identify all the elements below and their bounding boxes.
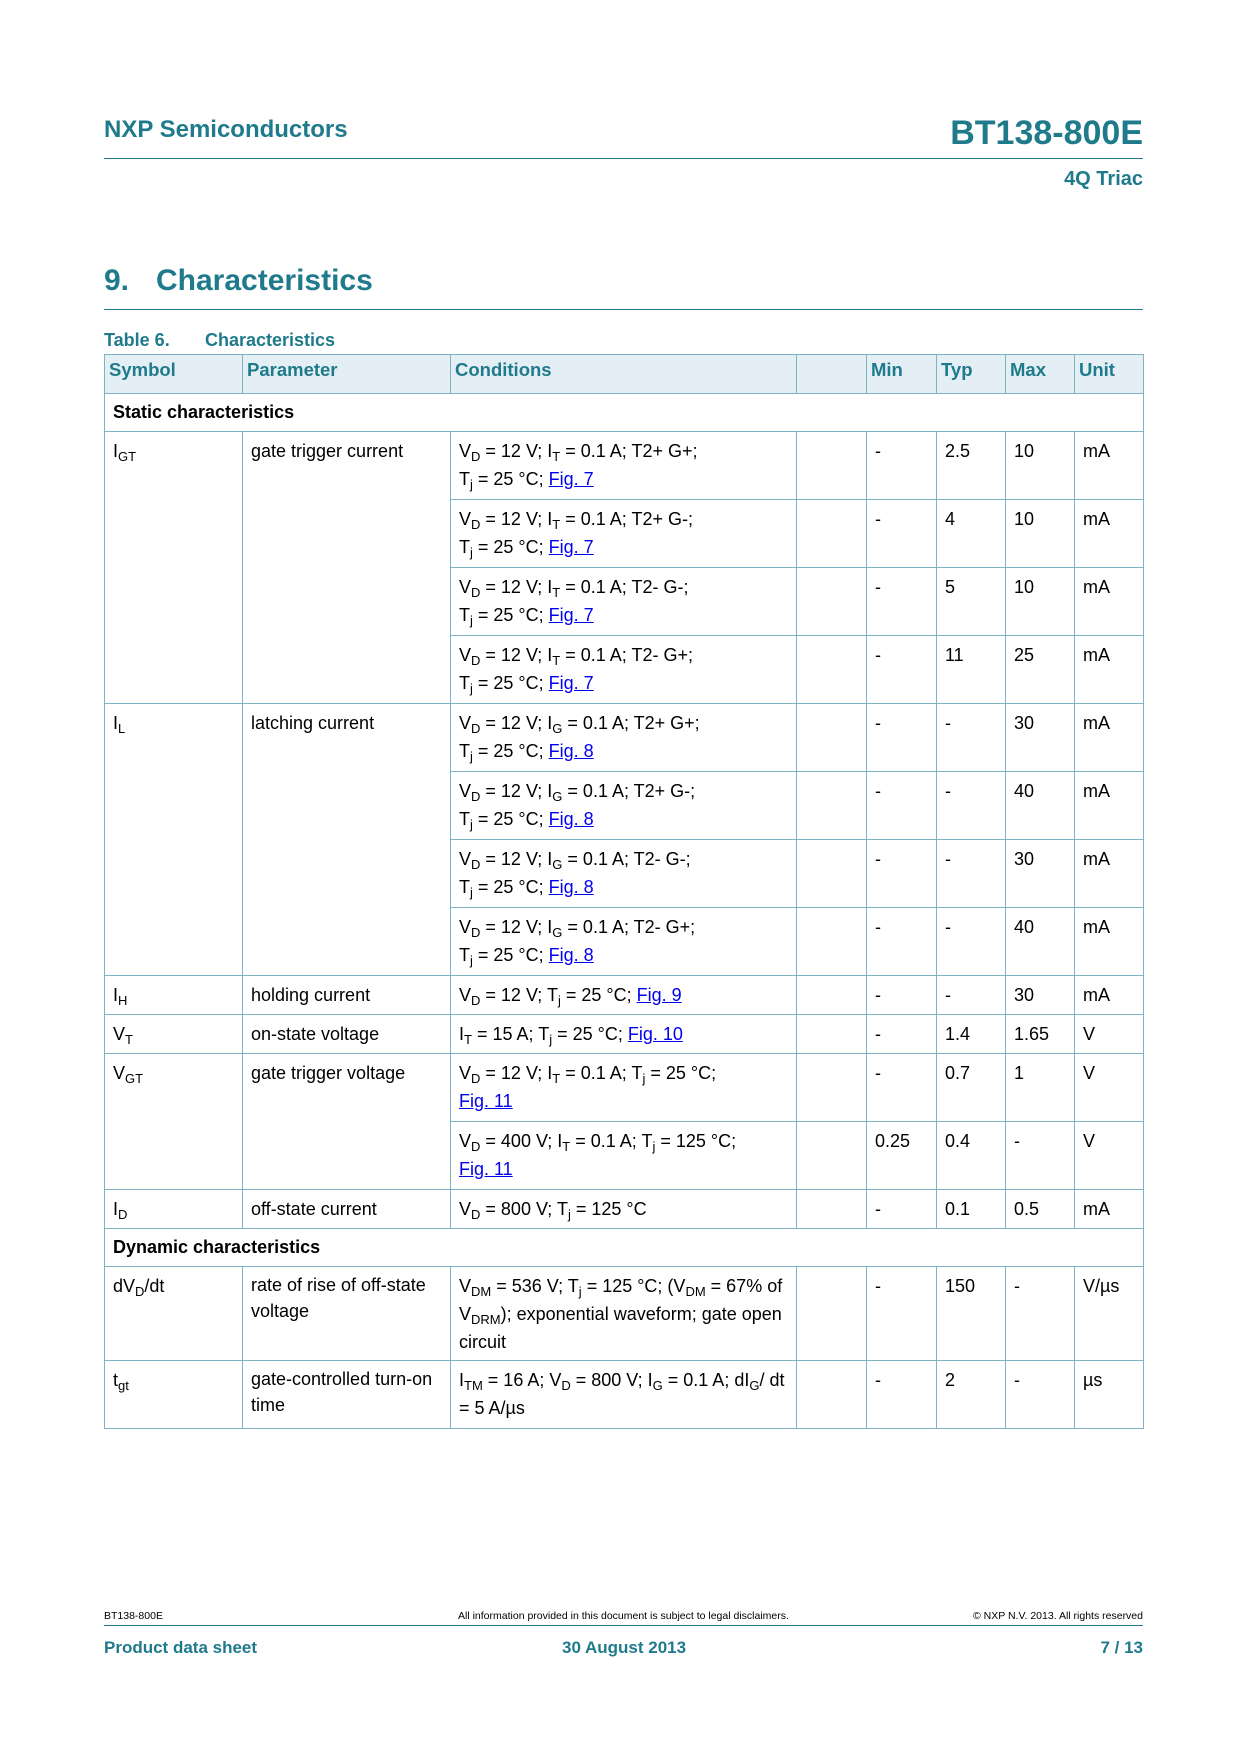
min-cell: - (867, 1054, 937, 1122)
section-title: Characteristics (156, 264, 373, 297)
typ-cell: 2.5 (937, 432, 1006, 500)
parameter-cell: holding current (243, 976, 451, 1015)
parameter-cell: gate trigger current (243, 432, 451, 704)
conditions-cell: $V_D = 12$ V; $I_T = 0.1$ A; T2- G+; $T_j = 25$ °C; Fig. 7 (451, 636, 797, 704)
table-row (105, 1267, 1144, 1361)
min-cell: - (867, 432, 937, 500)
footer-disclaimer: All information provided in this document is subject to legal disclaimers. (458, 1610, 789, 1622)
fig-link[interactable]: Fig. 7 (548, 469, 594, 489)
min-cell: - (867, 976, 937, 1015)
typ-cell: 11 (937, 636, 1006, 704)
blank-cell (797, 1054, 867, 1122)
table-row (105, 1361, 1144, 1429)
part-number: BT138-800E (950, 114, 1143, 152)
conditions-cell: $V_D = 12$ V; $I_T = 0.1$ A; T2+ G+; $T_j = 25$ °C; Fig. 7 (451, 432, 797, 500)
group-row-static (105, 394, 1144, 432)
fig-link[interactable]: Fig. 11 (459, 1159, 513, 1179)
unit-cell: mA (1075, 432, 1144, 500)
max-cell: 30 (1006, 976, 1075, 1015)
max-cell: 25 (1006, 636, 1075, 704)
conditions-cell: $V_D = 12$ V; $I_T = 0.1$ A; T2+ G-; $T_j = 25$ °C; Fig. 7 (451, 500, 797, 568)
typ-cell: - (937, 976, 1006, 1015)
symbol-cell: $I_L$ (105, 704, 243, 976)
symbol-cell: $V_T$ (105, 1015, 243, 1054)
parameter-cell: latching current (243, 704, 451, 976)
symbol-cell: $t_{gt}$ (105, 1361, 243, 1429)
fig-link[interactable]: Fig. 7 (548, 673, 594, 693)
group-label-static: Static characteristics (105, 394, 1144, 432)
min-cell: - (867, 636, 937, 704)
max-cell: 10 (1006, 500, 1075, 568)
col-header-symbol: Symbol (105, 355, 243, 394)
min-cell: - (867, 908, 937, 976)
company-name: NXP Semiconductors (104, 116, 348, 143)
min-cell: - (867, 500, 937, 568)
min-cell: - (867, 1361, 937, 1429)
fig-link[interactable]: Fig. 8 (548, 877, 594, 897)
unit-cell: V (1075, 1054, 1144, 1122)
unit-cell: mA (1075, 1190, 1144, 1229)
section-heading (104, 264, 373, 298)
conditions-cell: $V_D = 12$ V; $I_G = 0.1$ A; T2- G+; $T_j = 25$ °C; Fig. 8 (451, 908, 797, 976)
parameter-cell: rate of rise of off-state voltage (243, 1267, 451, 1361)
conditions-cell: $V_D = 12$ V; $I_T = 0.1$ A; T2- G-; $T_j = 25$ °C; Fig. 7 (451, 568, 797, 636)
table-row (105, 1190, 1144, 1229)
device-subtitle: 4Q Triac (1064, 168, 1143, 190)
blank-cell (797, 976, 867, 1015)
min-cell: - (867, 1190, 937, 1229)
parameter-cell: on-state voltage (243, 1015, 451, 1054)
unit-cell: mA (1075, 908, 1144, 976)
table-row (105, 704, 1144, 772)
max-cell: 30 (1006, 704, 1075, 772)
typ-cell: - (937, 704, 1006, 772)
symbol-cell: $dV_D/dt$ (105, 1267, 243, 1361)
min-cell: - (867, 704, 937, 772)
col-header-max: Max (1006, 355, 1075, 394)
blank-cell (797, 1122, 867, 1190)
conditions-cell: $V_D = 800$ V; $T_j = 125$ °C (451, 1190, 797, 1229)
min-cell: - (867, 1267, 937, 1361)
fig-link[interactable]: Fig. 8 (548, 741, 594, 761)
footer-divider (104, 1625, 1143, 1626)
max-cell: - (1006, 1267, 1075, 1361)
max-cell: 1 (1006, 1054, 1075, 1122)
table-row (105, 432, 1144, 500)
max-cell: 30 (1006, 840, 1075, 908)
min-cell: 0.25 (867, 1122, 937, 1190)
unit-cell: mA (1075, 772, 1144, 840)
blank-cell (797, 1267, 867, 1361)
fig-link[interactable]: Fig. 7 (548, 605, 594, 625)
conditions-cell: $V_D = 12$ V; $I_G = 0.1$ A; T2- G-; $T_j = 25$ °C; Fig. 8 (451, 840, 797, 908)
unit-cell: V/µs (1075, 1267, 1144, 1361)
fig-link[interactable]: Fig. 8 (548, 809, 594, 829)
blank-cell (797, 1361, 867, 1429)
max-cell: - (1006, 1122, 1075, 1190)
unit-cell: mA (1075, 976, 1144, 1015)
conditions-cell: $I_T = 15$ A; $T_j = 25$ °C; Fig. 10 (451, 1015, 797, 1054)
min-cell: - (867, 1015, 937, 1054)
symbol-cell: $V_{GT}$ (105, 1054, 243, 1190)
typ-cell: - (937, 772, 1006, 840)
conditions-cell: $V_D = 12$ V; $I_G = 0.1$ A; T2+ G+; $T_j = 25$ °C; Fig. 8 (451, 704, 797, 772)
parameter-cell: gate-controlled turn-on time (243, 1361, 451, 1429)
unit-cell: mA (1075, 500, 1144, 568)
characteristics-table (104, 354, 1144, 1429)
unit-cell: µs (1075, 1361, 1144, 1429)
typ-cell: - (937, 908, 1006, 976)
typ-cell: 1.4 (937, 1015, 1006, 1054)
fig-link[interactable]: Fig. 9 (636, 985, 682, 1005)
conditions-cell: $V_D = 12$ V; $I_T = 0.1$ A; $T_j = 25$ °C; Fig. 11 (451, 1054, 797, 1122)
unit-cell: mA (1075, 636, 1144, 704)
blank-cell (797, 908, 867, 976)
col-header-typ: Typ (937, 355, 1006, 394)
blank-cell (797, 840, 867, 908)
max-cell: 10 (1006, 432, 1075, 500)
max-cell: 40 (1006, 772, 1075, 840)
max-cell: 10 (1006, 568, 1075, 636)
col-header-conditions: Conditions (451, 355, 797, 394)
group-row-dynamic (105, 1229, 1144, 1267)
blank-cell (797, 568, 867, 636)
table-row (105, 1015, 1144, 1054)
table-number: Table 6. (104, 330, 170, 350)
blank-cell (797, 636, 867, 704)
blank-cell (797, 500, 867, 568)
typ-cell: 5 (937, 568, 1006, 636)
fig-link[interactable]: Fig. 11 (459, 1091, 513, 1111)
fig-link[interactable]: Fig. 10 (627, 1024, 683, 1044)
max-cell: 1.65 (1006, 1015, 1075, 1054)
footer-doc-id: BT138-800E (104, 1610, 163, 1622)
max-cell: 40 (1006, 908, 1075, 976)
blank-cell (797, 772, 867, 840)
typ-cell: 2 (937, 1361, 1006, 1429)
section-number: 9. (104, 264, 130, 297)
blank-cell (797, 704, 867, 772)
section-divider (104, 309, 1143, 310)
typ-cell: - (937, 840, 1006, 908)
conditions-cell: $I_{TM} = 16$ A; $V_D = 800$ V; $I_G = 0.1$ A; $dI_G/$ dt = 5 A/µs (451, 1361, 797, 1429)
symbol-cell: $I_{GT}$ (105, 432, 243, 704)
table-title: Characteristics (205, 330, 336, 350)
footer-doc-type: Product data sheet (104, 1638, 258, 1657)
footer-copyright: © NXP N.V. 2013. All rights reserved (973, 1610, 1143, 1622)
blank-cell (797, 1190, 867, 1229)
footer-page-number: 7 / 13 (1100, 1638, 1143, 1657)
conditions-cell: $V_D = 12$ V; $I_G = 0.1$ A; T2+ G-; $T_j = 25$ °C; Fig. 8 (451, 772, 797, 840)
col-header-unit: Unit (1075, 355, 1144, 394)
header-divider (104, 158, 1143, 159)
col-header-blank (797, 355, 867, 394)
min-cell: - (867, 840, 937, 908)
typ-cell: 150 (937, 1267, 1006, 1361)
conditions-cell: $V_{DM} = 536$ V; $T_j = 125$ °C; ($V_{DM} = 67\%$ of $V_{DRM}$); exponential waveform; gate open circuit (451, 1267, 797, 1361)
max-cell: - (1006, 1361, 1075, 1429)
table-row (105, 976, 1144, 1015)
unit-cell: V (1075, 1015, 1144, 1054)
symbol-cell: $I_D$ (105, 1190, 243, 1229)
typ-cell: 4 (937, 500, 1006, 568)
unit-cell: V (1075, 1122, 1144, 1190)
table-caption (104, 330, 335, 351)
blank-cell (797, 432, 867, 500)
symbol-cell: $I_H$ (105, 976, 243, 1015)
blank-cell (797, 1015, 867, 1054)
typ-cell: 0.4 (937, 1122, 1006, 1190)
fig-link[interactable]: Fig. 7 (548, 537, 594, 557)
unit-cell: mA (1075, 704, 1144, 772)
typ-cell: 0.1 (937, 1190, 1006, 1229)
parameter-cell: gate trigger voltage (243, 1054, 451, 1190)
conditions-cell: $V_D = 12$ V; $T_j = 25$ °C; Fig. 9 (451, 976, 797, 1015)
max-cell: 0.5 (1006, 1190, 1075, 1229)
col-header-min: Min (867, 355, 937, 394)
typ-cell: 0.7 (937, 1054, 1006, 1122)
unit-cell: mA (1075, 568, 1144, 636)
unit-cell: mA (1075, 840, 1144, 908)
fig-link[interactable]: Fig. 8 (548, 945, 594, 965)
min-cell: - (867, 772, 937, 840)
footer-date: 30 August 2013 (562, 1638, 687, 1657)
col-header-parameter: Parameter (243, 355, 451, 394)
table-row (105, 1054, 1144, 1122)
min-cell: - (867, 568, 937, 636)
group-label-dynamic: Dynamic characteristics (105, 1229, 1144, 1267)
parameter-cell: off-state current (243, 1190, 451, 1229)
conditions-cell: $V_D = 400$ V; $I_T = 0.1$ A; $T_j = 125$ °C; Fig. 11 (451, 1122, 797, 1190)
table-header-row (105, 355, 1144, 394)
